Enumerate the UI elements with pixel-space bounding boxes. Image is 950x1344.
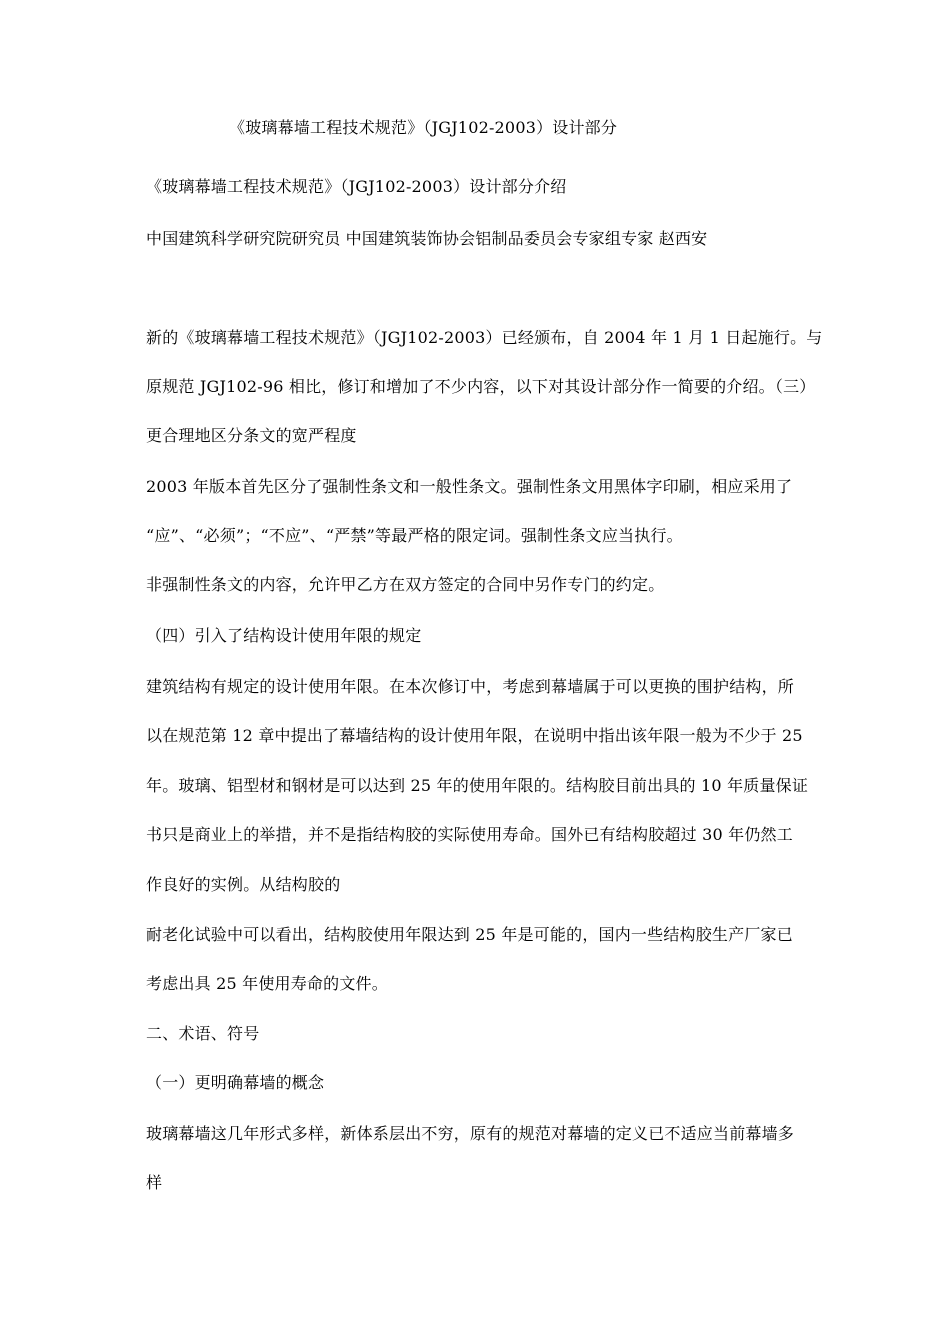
paragraph-line: 原规范 JGJ102-96 相比，修订和增加了不少内容，以下对其设计部分作一简要的介绍。（三） — [146, 377, 816, 396]
paragraph-line: 2003 年版本首先区分了强制性条文和一般性条文。强制性条文用黑体字印刷，相应采用了 — [146, 477, 793, 496]
paragraph-line: 年。玻璃、铝型材和钢材是可以达到 25 年的使用年限的。结构胶目前出具的 10 年质量保证 — [146, 776, 809, 795]
section-heading: （四）引入了结构设计使用年限的规定 — [146, 626, 422, 645]
paragraph-line: 样 — [146, 1173, 163, 1192]
paragraph-line: 非强制性条文的内容，允许甲乙方在双方签定的合同中另作专门的约定。 — [146, 575, 665, 594]
paragraph-line: 玻璃幕墙这几年形式多样，新体系层出不穷，原有的规范对幕墙的定义已不适应当前幕墙多 — [146, 1124, 795, 1143]
paragraph-line: “应”、“必须”；“不应”、“严禁”等最严格的限定词。强制性条文应当执行。 — [146, 526, 683, 545]
author-line: 中国建筑科学研究院研究员 中国建筑装饰协会铝制品委员会专家组专家 赵西安 — [146, 229, 708, 248]
paragraph-line: 耐老化试验中可以看出，结构胶使用年限达到 25 年是可能的，国内一些结构胶生产厂家已 — [146, 925, 793, 944]
paragraph-line: 新的《玻璃幕墙工程技术规范》（JGJ102-2003）已经颁布，自 2004 年 1 月 1 日起施行。与 — [146, 328, 823, 347]
paragraph-line: 书只是商业上的举措，并不是指结构胶的实际使用寿命。国外已有结构胶超过 30 年仍然工 — [146, 825, 793, 844]
section-heading: 更合理地区分条文的宽严程度 — [146, 426, 357, 445]
document-subtitle: 《玻璃幕墙工程技术规范》（JGJ102-2003）设计部分介绍 — [146, 177, 567, 196]
paragraph-line: 以在规范第 12 章中提出了幕墙结构的设计使用年限，在说明中指出该年限一般为不少于 25 — [146, 726, 803, 745]
paragraph-line: 考虑出具 25 年使用寿命的文件。 — [146, 974, 388, 993]
section-heading: （一）更明确幕墙的概念 — [146, 1073, 325, 1092]
section-heading: 二、术语、符号 — [146, 1024, 260, 1043]
document-title: 《玻璃幕墙工程技术规范》（JGJ102-2003）设计部分 — [229, 118, 618, 137]
paragraph-line: 建筑结构有规定的设计使用年限。在本次修订中，考虑到幕墙属于可以更换的围护结构，所 — [146, 677, 795, 696]
paragraph-line: 作良好的实例。从结构胶的 — [146, 875, 341, 894]
